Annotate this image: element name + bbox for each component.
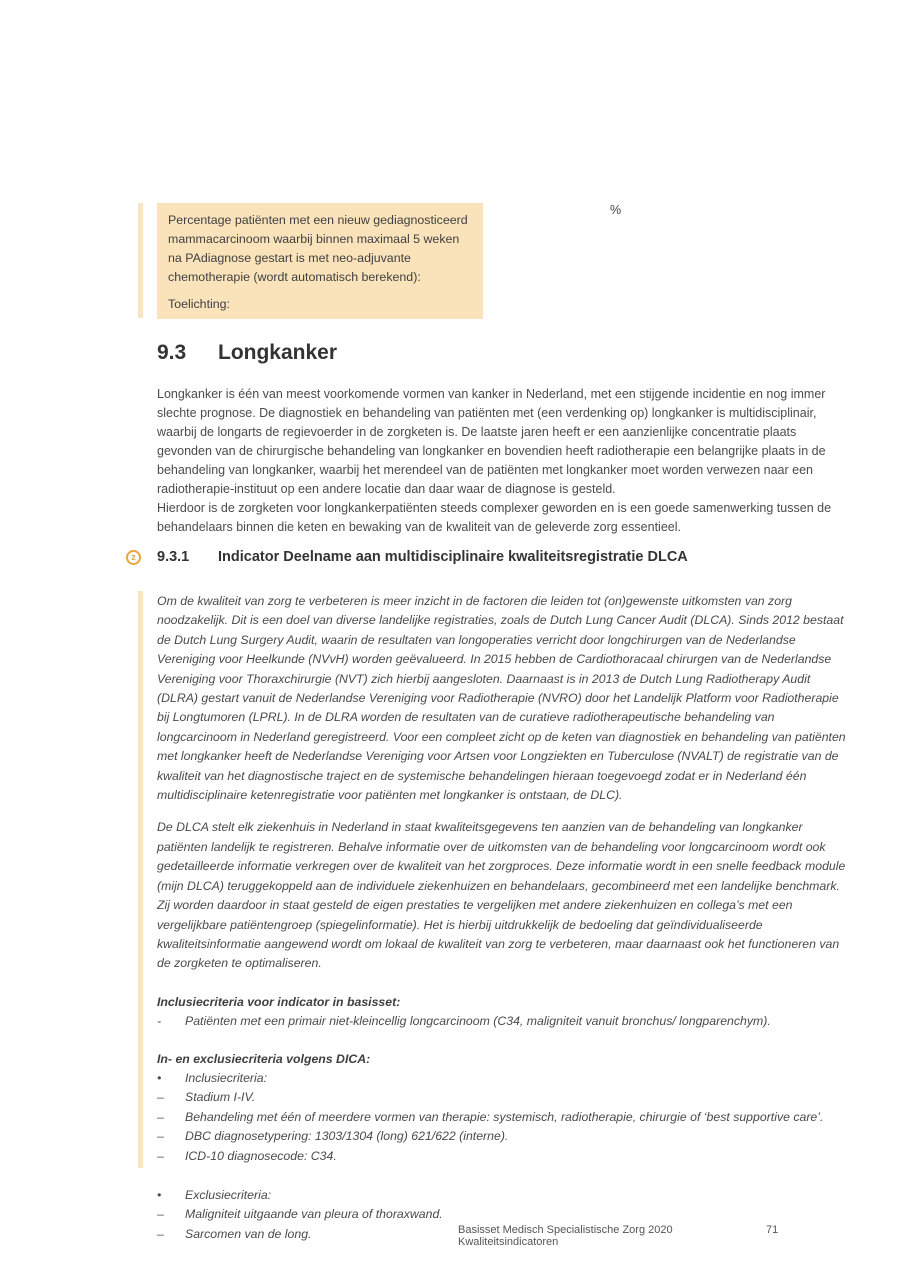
list-item-text: DBC diagnosetypering: 1303/1304 (long) 621/622 (interne). xyxy=(185,1129,509,1144)
list-item-text: Maligniteit uitgaande van pleura of thoraxwand. xyxy=(185,1207,443,1222)
subsection-body xyxy=(157,592,849,1244)
inclusion-list xyxy=(157,1012,849,1031)
body-paragraph-2: De DLCA stelt elk ziekenhuis in Nederland in staat kwaliteitsgegevens ten aanzien van de behandeling van longkanker patiënten landelijk te registreren. Behalve informatie over de uitkomsten van de behandeling voor longcarcinoom wordt ook gedetailleerde informatie verkregen over de kwaliteit van het zorgproces. Deze informatie wordt in een snelle feedback module (mijn DLCA) teruggekoppeld aan de individuele ziekenhuizen en behandelaars, gecombineerd met een landelijke benchmark. Zij worden daardoor in staat gesteld de eigen prestaties te vergelijken met andere ziekenhuizen en collega’s met een vergelijkbare patiëntengroep (spiegelinformatie). Het is hierbij uitdrukkelijk de bedoeling dat geïndividualiseerde kwaliteitsinformatie aangewend wordt om lokaal de kwaliteit van zorg te verbeteren, maar daarnaast ook het functioneren van de zorgketen te optimaliseren. xyxy=(157,820,846,971)
z-circle-icon: z xyxy=(126,550,141,565)
list-item xyxy=(157,1147,849,1166)
toelichting-label: Toelichting: xyxy=(168,297,230,311)
list-item xyxy=(157,1012,849,1031)
toelichting-box xyxy=(157,292,483,319)
list-marker: – xyxy=(157,1129,164,1144)
list-item-text: ICD-10 diagnosecode: C34. xyxy=(185,1148,337,1163)
list-marker: – xyxy=(157,1148,164,1163)
body-paragraph-1: Om de kwaliteit van zorg te verbeteren is meer inzicht in de factoren die leiden tot (on)gewenste uitkomsten van zorg noodzakelijk. Dit is een doel van diverse landelijke registraties, zoals de Dutch Lung Cancer Audit (DLCA). Sinds 2012 bestaat de Dutch Lung Surgery Audit, waarin de resultaten van longoperaties verricht door longchirurgen van de Nederlandse Vereniging voor Heelkunde (NVvH) worden geëvalueerd. In 2015 hebben de Cardiothoracaal chirurgen van de Nederlandse Vereniging voor Thoraxchirurgie (NVT) zich hierbij aangesloten. Daarnaast is in 2013 de Dutch Lung Radiotherapy Audit (DLRA) gestart vanuit de Nederlandse Vereniging voor Radiotherapie (NVRO) door het Landelijk Platform voor Radiotherapie bij Longtumoren (LPRL). In de DLRA worden de resultaten van de curatieve radiotherapeutische behandeling van longcarcinoom in Nederland geregistreerd. Voor een compleet zicht op de keten van diagnostiek en behandeling van patiënten met longkanker heeft de Nederlandse Vereniging voor Artsen voor Longziekten en Tuberculose (NVALT) de registratie van de kwaliteit van het diagnostische traject en de systemische behandelingen hieraan toegevoegd zodat er in Nederland één multidisciplinaire ketenregistratie voor patiënten met longkanker is ontstaan, de DLC). xyxy=(157,594,846,803)
list-item xyxy=(157,1127,849,1146)
spacer xyxy=(157,1032,849,1050)
footer-title: Basisset Medisch Specialistische Zorg 2020 Kwaliteitsindicatoren xyxy=(458,1224,673,1248)
list-item-text: Inclusiecriteria: xyxy=(185,1070,268,1085)
list-marker: – xyxy=(157,1090,164,1105)
inclusion-header: Inclusiecriteria voor indicator in basisset: xyxy=(157,994,401,1009)
accent-bar-top xyxy=(138,203,143,318)
section-heading xyxy=(157,341,847,365)
question-label: Percentage patiënten met een nieuw gediagnosticeerd mammacarcinoom waarbij binnen maximaal 5 weken na PAdiagnose gestart is met neo-adjuvante chemotherapie (wordt automatisch berekend): xyxy=(168,213,468,284)
list-marker: • xyxy=(157,1070,162,1085)
section-title: Longkanker xyxy=(218,341,338,364)
dica-header: In- en exclusiecriteria volgens DICA: xyxy=(157,1051,371,1066)
page-number: 71 xyxy=(766,1224,779,1236)
section-number: 9.3 xyxy=(157,341,187,364)
list-item-text: Stadium I-IV. xyxy=(185,1090,256,1105)
percentage-unit: % xyxy=(610,203,622,217)
list-item xyxy=(157,1205,849,1224)
list-item-text: Sarcomen van de long. xyxy=(185,1226,312,1241)
dica-inclusion-list xyxy=(157,1069,849,1166)
intro-paragraph-2: Hierdoor is de zorgketen voor longkankerpatiënten steeds complexer geworden en is een goede samenwerking tussen de behandelaars binnen die keten en bewaking van de kwaliteit van de geleverde zorg essentieel. xyxy=(157,501,832,534)
list-marker: – xyxy=(157,1207,164,1222)
list-marker: - xyxy=(157,1014,162,1029)
subsection-heading xyxy=(157,549,857,565)
spacer xyxy=(157,1166,849,1186)
list-item xyxy=(157,1186,849,1205)
question-box xyxy=(157,203,483,297)
list-marker: – xyxy=(157,1226,164,1241)
subsection-number: 9.3.1 xyxy=(157,549,190,565)
accent-bar-body xyxy=(138,591,143,1168)
list-item xyxy=(157,1088,849,1107)
list-item xyxy=(157,1108,849,1127)
list-marker: – xyxy=(157,1109,164,1124)
intro-paragraph-1: Longkanker is één van meest voorkomende vormen van kanker in Nederland, met een stijgende incidentie en nog immer slechte prognose. De diagnostiek en behandeling van patiënten met (een verdenking op) longkanker is multidisciplinair, waarbij de longarts de regievoerder in de zorgketen is. De laatste jaren heeft er een aanzienlijke concentratie plaats gevonden van de chirurgische behandeling van longkanker en bovendien heeft radiotherapie een belangrijke plaats in de behandeling van longkanker, waarbij het merendeel van de patiënten met longkanker moet worden verwezen naar een radiotherapie-instituut op een andere locatie dan daar waar de diagnose is gesteld. xyxy=(157,387,826,496)
list-item-text: Patiënten met een primair niet-kleincellig longcarcinoom (C34, maligniteit vanuit bronchus/ longparenchym). xyxy=(185,1014,771,1029)
intro-text xyxy=(157,385,849,537)
list-item-text: Exclusiecriteria: xyxy=(185,1187,272,1202)
list-marker: • xyxy=(157,1187,162,1202)
list-item xyxy=(157,1069,849,1088)
subsection-title: Indicator Deelname aan multidisciplinaire kwaliteitsregistratie DLCA xyxy=(218,549,688,565)
list-item-text: Behandeling met één of meerdere vormen van therapie: systemisch, radiotherapie, chirurgie of ‘best supportive care’. xyxy=(185,1109,824,1124)
